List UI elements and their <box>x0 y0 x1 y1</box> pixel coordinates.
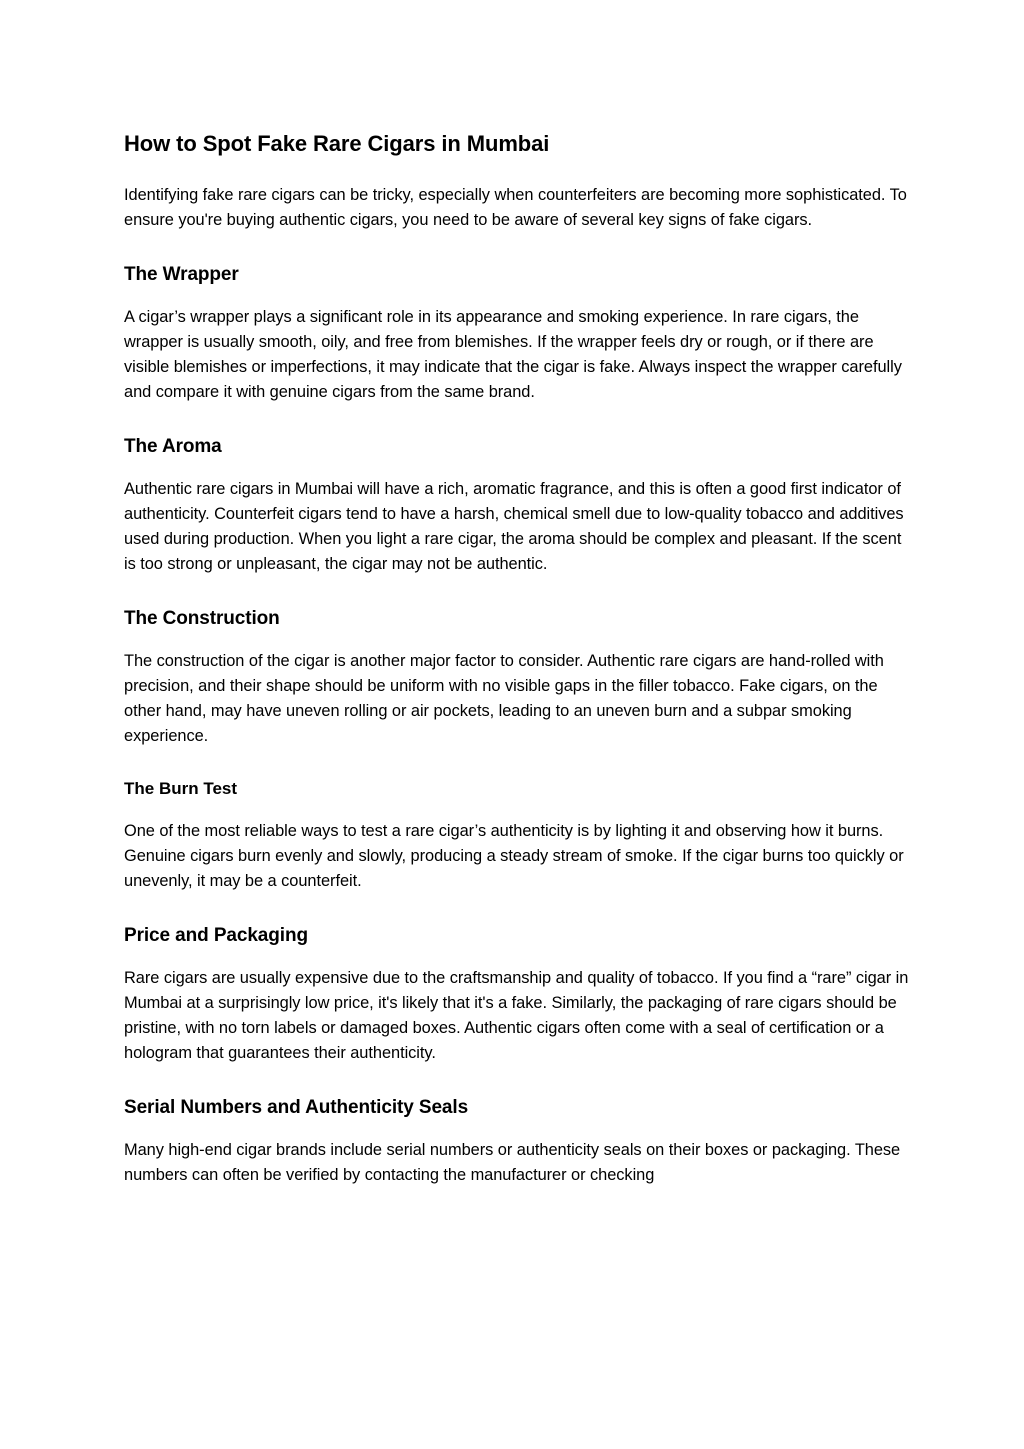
document-page <box>124 128 914 1215</box>
section-body-construction: The construction of the cigar is another major factor to consider. Authentic rare cigars are hand-rolled with precision, and their shape should be uniform with no visible gaps in the filler tobacco. Fake cigars, on the other hand, may have uneven rolling or air pockets, leading to an uneven burn and a subpar smoking experience. <box>124 652 884 745</box>
section-body-serial-numbers: Many high-end cigar brands include serial numbers or authenticity seals on their boxes or packaging. These numbers can often be verified by contacting the manufacturer or checking <box>124 1141 901 1184</box>
section-heading-construction: The Construction <box>124 608 280 629</box>
section-construction <box>124 604 914 749</box>
section-aroma <box>124 432 914 577</box>
section-heading-aroma: The Aroma <box>124 436 222 457</box>
section-price-packaging <box>124 921 914 1066</box>
intro-paragraph: Identifying fake rare cigars can be tricky, especially when counterfeiters are becoming more sophisticated. To ensure you're buying authentic cigars, you need to be aware of several key signs of fake cigars. <box>124 186 907 229</box>
section-heading-serial-numbers: Serial Numbers and Authenticity Seals <box>124 1097 469 1118</box>
section-wrapper <box>124 260 914 405</box>
section-body-price-packaging: Rare cigars are usually expensive due to the craftsmanship and quality of tobacco. If you find a “rare” cigar in Mumbai at a surprisingly low price, it's likely that it's a fake. Similarly, the packaging of rare cigars should be pristine, with no torn labels or damaged boxes. Authentic cigars often come with a seal of certification or a hologram that guarantees their authenticity. <box>124 969 909 1062</box>
section-heading-burn-test: The Burn Test <box>124 779 238 798</box>
section-heading-price-packaging: Price and Packaging <box>124 925 308 946</box>
section-body-wrapper: A cigar’s wrapper plays a significant role in its appearance and smoking experience. In rare cigars, the wrapper is usually smooth, oily, and free from blemishes. If the wrapper feels dry or rough, or if there are visible blemishes or imperfections, it may indicate that the cigar is fake. Always inspect the wrapper carefully and compare it with genuine cigars from the same brand. <box>124 308 902 401</box>
document-title: How to Spot Fake Rare Cigars in Mumbai <box>124 131 550 156</box>
section-heading-wrapper: The Wrapper <box>124 264 239 285</box>
section-body-aroma: Authentic rare cigars in Mumbai will have a rich, aromatic fragrance, and this is often a good first indicator of authenticity. Counterfeit cigars tend to have a harsh, chemical smell due to low-quality tobacco and additives used during production. When you light a rare cigar, the aroma should be complex and pleasant. If the scent is too strong or unpleasant, the cigar may not be authentic. <box>124 480 904 573</box>
section-serial-numbers <box>124 1093 914 1188</box>
section-burn-test <box>124 776 914 894</box>
section-body-burn-test: One of the most reliable ways to test a rare cigar’s authenticity is by lighting it and observing how it burns. Genuine cigars burn evenly and slowly, producing a steady stream of smoke. If the cigar burns too quickly or unevenly, it may be a counterfeit. <box>124 822 904 890</box>
